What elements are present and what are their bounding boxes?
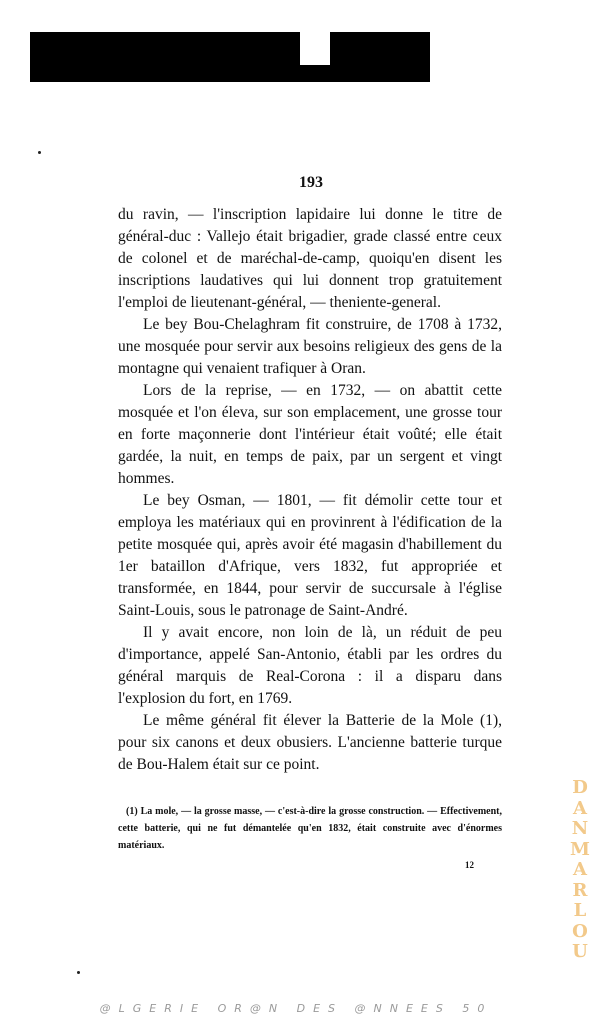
signature-mark: 12 — [465, 860, 474, 870]
watermark-letter: D — [572, 777, 588, 798]
bottom-watermark: @LGERIE OR@N DES @NNEES 50 — [99, 1002, 493, 1015]
paragraph: du ravin, — l'inscription lapidaire lui donne le titre de général-duc : Vallejo était brigadier, grade classé entre ceux de colonel et de maréchal-de-camp, quoiqu'en disent les inscriptions laudatives qui lui donnent trop gratuitement l'emploi de lieutenant-général, — theniente-general. — [118, 206, 502, 311]
watermark-letter: M — [570, 838, 590, 860]
redaction-notch — [300, 32, 330, 65]
page-number: 193 — [299, 174, 323, 191]
paragraph: Il y avait encore, non loin de là, un réduit de peu d'importance, appelé San-Antonio, établi par les ordres du général marquis de Real-Corona : il a disparu dans l'explosion du fort, en 1769. — [118, 624, 502, 707]
paragraph: Lors de la reprise, — en 1732, — on abattit cette mosquée et l'on éleva, sur son emplacement, une grosse tour en forte maçonnerie dont l'intérieur était voûté; elle était gardée, la nuit, en temps de paix, par un sergent et vingt hommes. — [118, 382, 502, 487]
watermark-letter: N — [571, 818, 589, 839]
watermark-letter: R — [572, 879, 588, 901]
watermark-letter: U — [572, 941, 588, 962]
paragraph: Le même général fit élever la Batterie de la Mole (1), pour six canons et deux obusiers. L'ancienne batterie turque de Bou-Halem était sur ce point. — [118, 712, 502, 773]
footnote — [118, 803, 502, 854]
watermark-letter: L — [573, 900, 587, 921]
vertical-watermark — [570, 778, 590, 963]
watermark-letter: O — [572, 920, 588, 942]
scan-speck — [38, 151, 41, 154]
paragraph: Le bey Osman, — 1801, — fit démolir cette tour et employa les matériaux qui en provinrent à l'édification de la petite mosquée qui, après avoir été magasin d'habillement du 1er bataillon d'Afrique, vers 1832, fut appropriée et transformée, en 1844, pour servir de succursale à l'église Saint-Louis, sous le patronage de Saint-André. — [118, 492, 502, 619]
footnote-text: (1) La mole, — la grosse masse, — c'est-à-dire la grosse construction. — Effectivement, cette batterie, qui ne fut démantelée qu'en 1832, était construite avec d'énormes matériaux. — [118, 806, 502, 851]
watermark-letter: A — [573, 797, 587, 819]
body-text — [118, 204, 502, 776]
redaction-bar — [30, 32, 430, 82]
paragraph: Le bey Bou-Chelaghram fit construire, de 1708 à 1732, une mosquée pour servir aux besoins religieux des gens de la montagne qui venaient trafiquer à Oran. — [118, 316, 502, 377]
watermark-letter: A — [573, 859, 587, 880]
scan-speck — [77, 971, 80, 974]
